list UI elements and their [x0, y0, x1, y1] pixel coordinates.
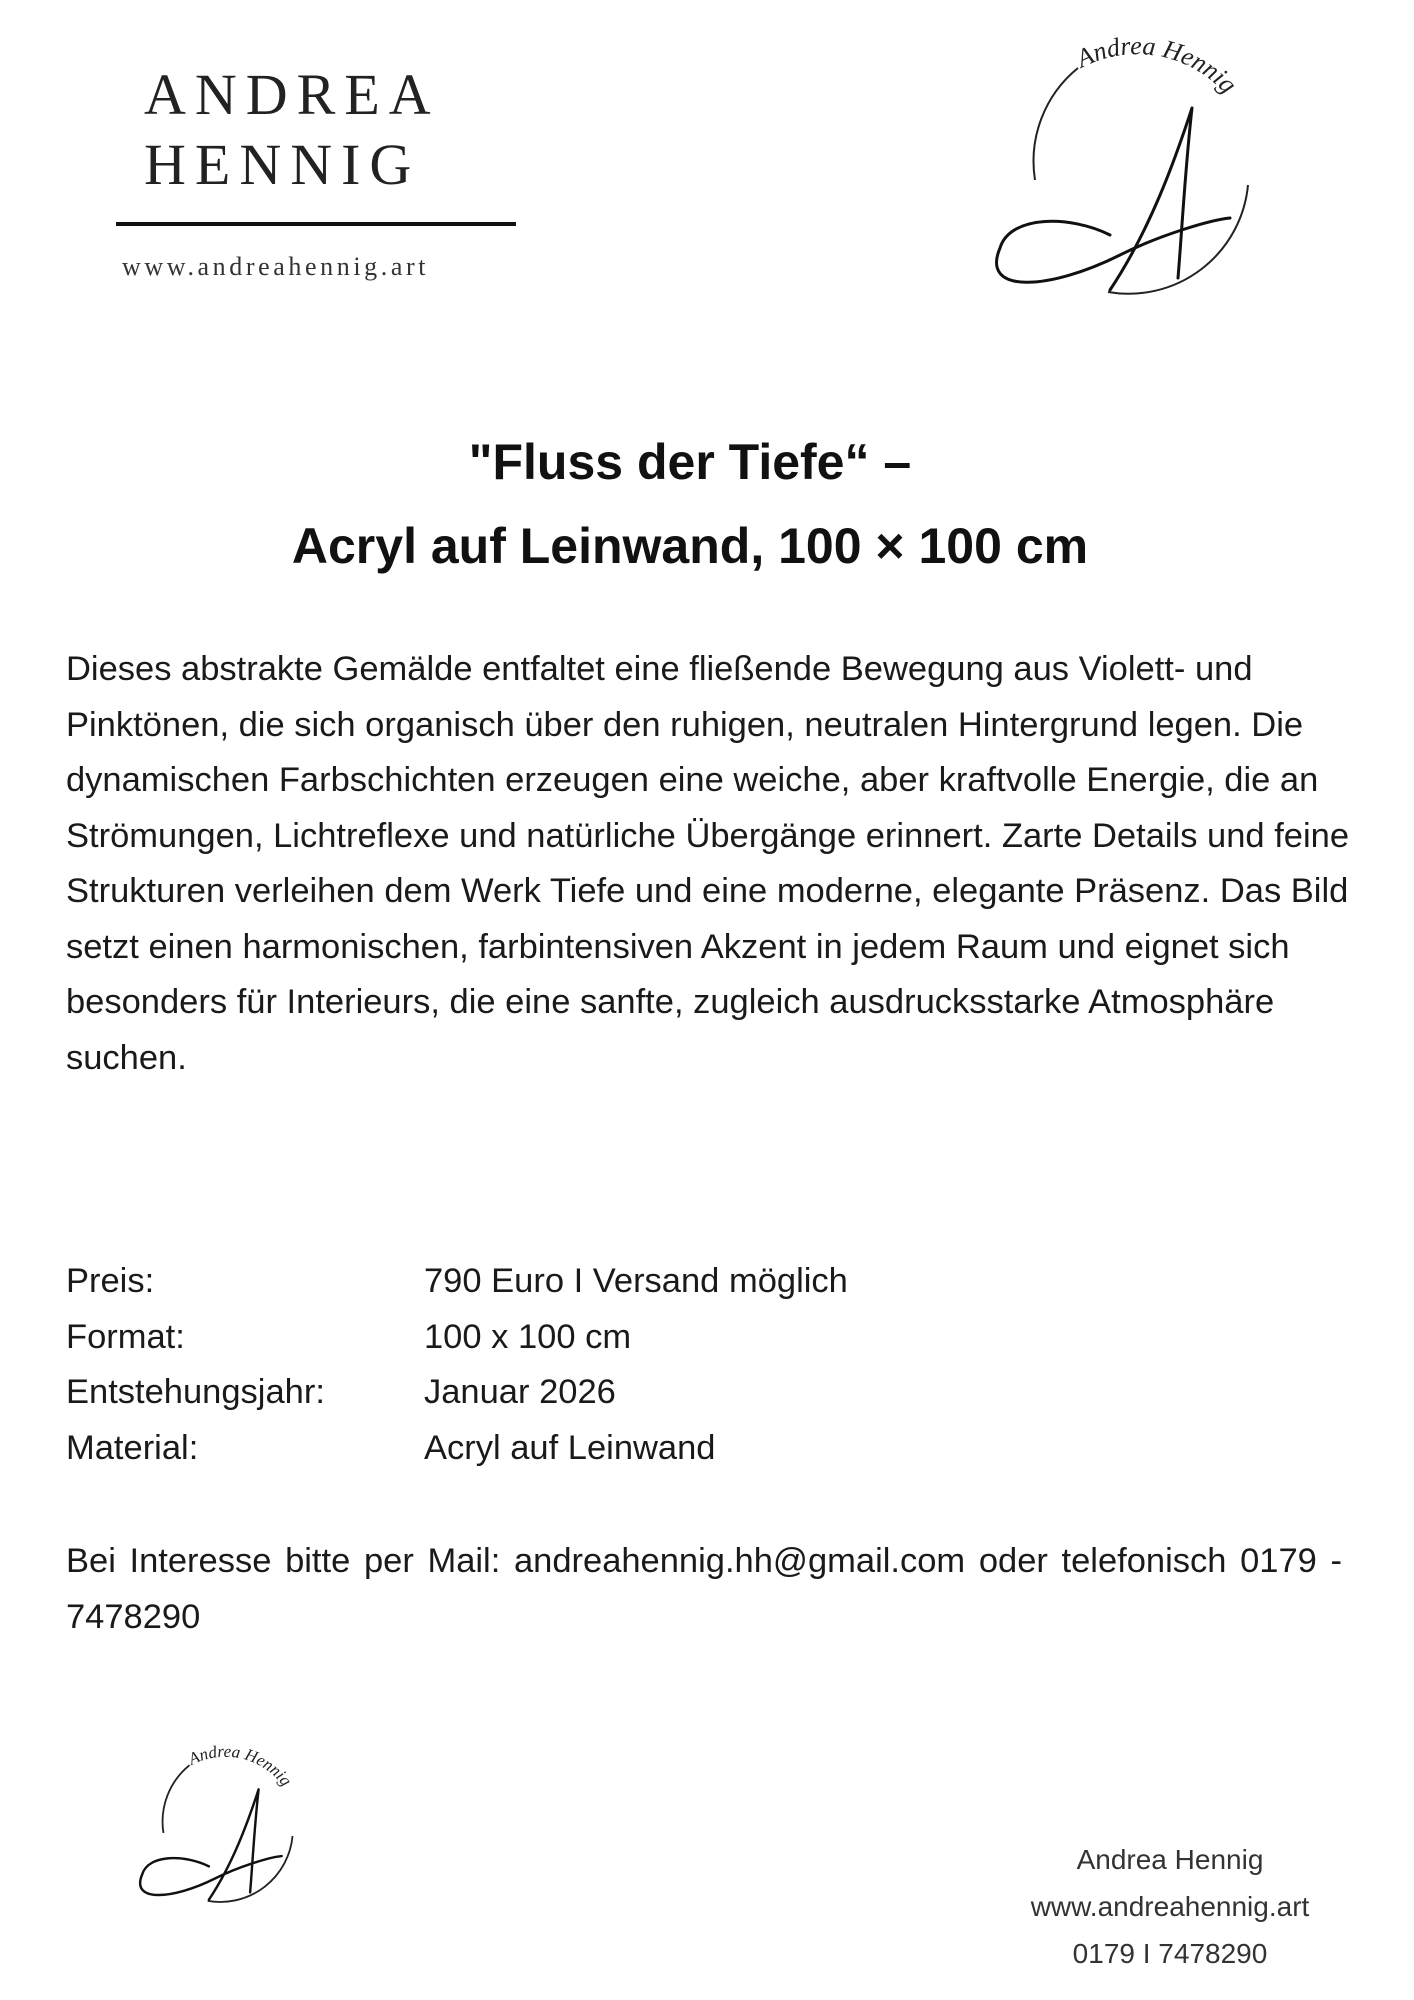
detail-value: Januar 2026: [424, 1373, 616, 1411]
signature-logo-icon: [960, 30, 1290, 320]
detail-row-year: [66, 1365, 1166, 1421]
detail-value: 100 x 100 cm: [424, 1317, 632, 1356]
artwork-description: Dieses abstrakte Gemälde entfaltet eine fließende Bewegung aus Violett- und Pinktönen, die sich organisch über den ruhigen, neutralen Hintergrund legen. Die dynamischen Farbschichten erzeugen eine weiche, aber kraftvolle Energie, die an Strömungen, Lichtreflexe und natürliche Übergänge erinnert. Zarte Details und feine Strukturen verleihen dem Werk Tiefe und eine moderne, elegante Präsenz. Das Bild setzt einen harmonischen, farbintensiven Akzent in jedem Raum und eignet sich besonders für Interieurs, die eine sanfte, zugleich ausdrucksstarke Atmosphäre suchen.: [66, 650, 1350, 1077]
brand-website: www.andreahennig.art: [122, 252, 430, 281]
artwork-title-line2: Acryl auf Leinwand, 100 × 100 cm: [291, 518, 1089, 574]
footer-phone: 0179 I 7478290: [1072, 1938, 1268, 1969]
artwork-title-line1: "Fluss der Tiefe“ –: [468, 434, 912, 490]
svg-text:Andrea Hennig: Andrea Hennig: [185, 1741, 296, 1790]
detail-label: Format:: [66, 1317, 185, 1356]
svg-text:Andrea Hennig: Andrea Hennig: [1071, 31, 1243, 99]
signature-logo-small-icon: [118, 1740, 318, 1920]
brand-wordmark: [116, 60, 516, 281]
detail-row-material: [66, 1421, 1166, 1477]
detail-label: Preis:: [66, 1262, 155, 1300]
footer-website: www.andreahennig.art: [1030, 1891, 1310, 1922]
artwork-details: [66, 1254, 1166, 1476]
detail-label: Material:: [66, 1428, 199, 1467]
artwork-title: [0, 420, 1380, 588]
footer-name: Andrea Hennig: [1076, 1844, 1264, 1875]
contact-text: Bei Interesse bitte per Mail: andreahennig.hh@gmail.com oder telefonisch 0179 - 7478290: [66, 1542, 1342, 1636]
detail-value: 790 Euro I Versand möglich: [424, 1262, 848, 1300]
detail-value: Acryl auf Leinwand: [424, 1428, 716, 1467]
detail-row-price: [66, 1254, 1166, 1310]
brand-name-line2: HENNIG: [144, 132, 421, 197]
detail-label: Entstehungsjahr:: [66, 1373, 325, 1411]
detail-row-format: [66, 1310, 1166, 1366]
footer-contact: [980, 1836, 1360, 1977]
brand-name-line1: ANDREA: [144, 62, 440, 127]
brand-divider: [116, 222, 516, 226]
